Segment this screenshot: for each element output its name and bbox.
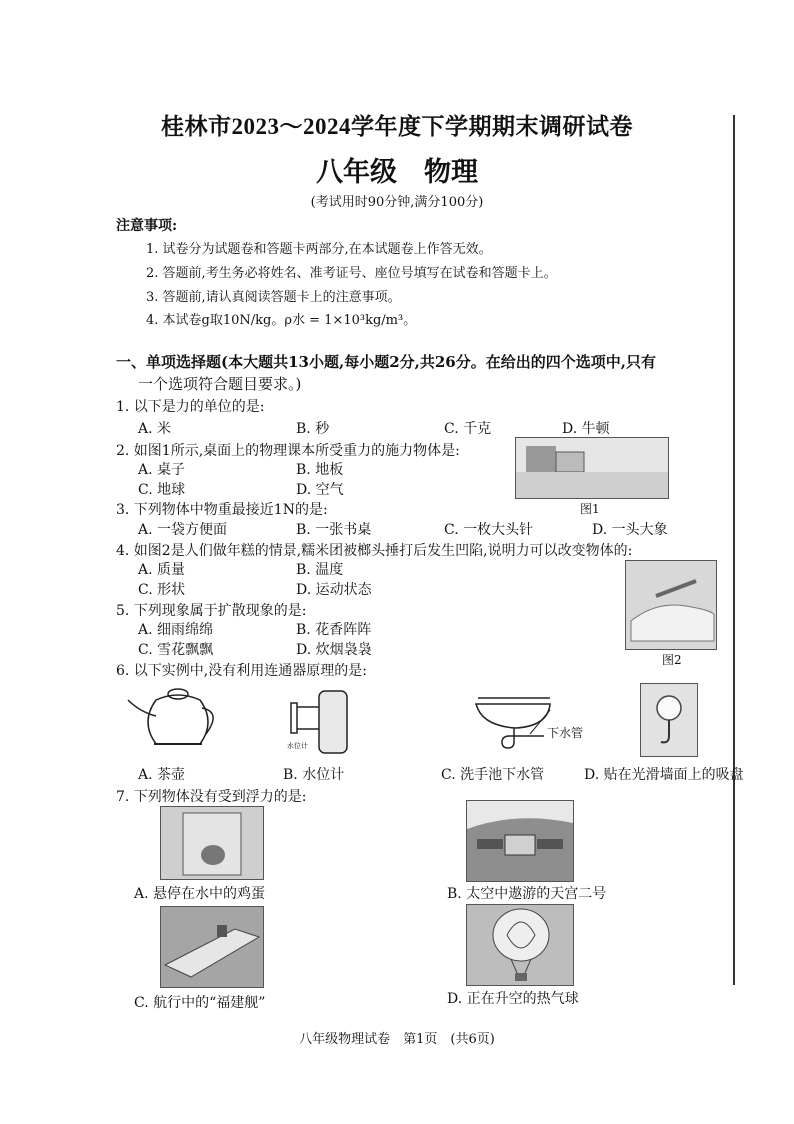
page-edge-line [733, 115, 735, 985]
aircraft-carrier-icon [161, 907, 263, 987]
option: D. 一头大象 [592, 522, 668, 538]
option: B. 秒 [296, 421, 330, 437]
option: A. 细雨绵绵 [138, 622, 214, 638]
figure-2-image [625, 560, 717, 650]
option: A. 桌子 [138, 462, 186, 478]
section-heading: 一、单项选择题(本大题共13小题,每小题2分,共26分。在给出的四个选项中,只有 [116, 353, 656, 371]
option: B. 花香阵阵 [296, 622, 372, 638]
section-heading-cont: 一个选项符合题目要求。) [138, 375, 302, 393]
question-stem: 5. 下列现象属于扩散现象的是: [116, 603, 307, 619]
suction-cup-icon [641, 684, 697, 756]
option: C. 一枚大头针 [444, 522, 534, 538]
question-stem: 4. 如图2是人们做年糕的情景,糯米团被榔头捶打后发生凹陷,说明力可以改变物体的: [116, 543, 633, 559]
option: C. 航行中的“福建舰” [134, 995, 266, 1011]
exam-title: 桂林市2023～2024学年度下学期期末调研试卷 [161, 114, 633, 139]
option: A. 质量 [138, 562, 186, 578]
option: C. 地球 [138, 482, 186, 498]
question-stem: 3. 下列物体中物重最接近1N的是: [116, 502, 328, 518]
note-item: 4. 本试卷g取10N/kg。ρ水 = 1×10³kg/m³。 [146, 313, 417, 328]
water-gauge-label: 水位计 [287, 742, 308, 750]
egg-in-water-icon [161, 807, 263, 879]
figure-1-caption: 图1 [580, 502, 600, 516]
egg-in-water-image [160, 806, 264, 880]
hot-air-balloon-image [466, 904, 574, 986]
option: D. 牛顿 [562, 421, 610, 437]
option: B. 一张书桌 [296, 522, 372, 538]
option: D. 贴在光滑墙面上的吸盘 [584, 767, 744, 783]
question-stem: 1. 以下是力的单位的是: [116, 399, 265, 415]
option: C. 雪花飘飘 [138, 642, 214, 658]
question-stem: 7. 下列物体没有受到浮力的是: [116, 789, 307, 805]
aircraft-carrier-image [160, 906, 264, 988]
space-station-image [466, 800, 574, 882]
option: D. 正在升空的热气球 [447, 991, 579, 1007]
option: D. 运动状态 [296, 582, 372, 598]
figure-2-caption: 图2 [662, 653, 682, 667]
option: A. 一袋方便面 [138, 522, 228, 538]
option: A. 悬停在水中的鸡蛋 [134, 886, 266, 902]
page-footer: 八年级物理试卷 第1页 (共6页) [299, 1032, 495, 1047]
book-on-desk-icon [516, 438, 668, 498]
option: D. 空气 [296, 482, 344, 498]
option: C. 洗手池下水管 [441, 767, 545, 783]
sink-drain-icon [470, 690, 560, 752]
exam-info: (考试用时90分钟,满分100分) [310, 195, 484, 210]
note-item: 1. 试卷分为试题卷和答题卡两部分,在本试题卷上作答无效。 [146, 242, 492, 257]
rice-cake-pounding-icon [626, 561, 716, 649]
exam-subtitle: 八年级 物理 [316, 157, 478, 187]
option: B. 地板 [296, 462, 344, 478]
question-stem: 6. 以下实例中,没有利用连通器原理的是: [116, 663, 367, 679]
note-item: 3. 答题前,请认真阅读答题卡上的注意事项。 [146, 290, 401, 305]
option: B. 温度 [296, 562, 344, 578]
suction-cup-image [640, 683, 698, 757]
teapot-icon [126, 682, 222, 760]
notes-heading: 注意事项: [116, 218, 178, 234]
option: D. 炊烟袅袅 [296, 642, 372, 658]
option: A. 茶壶 [138, 767, 186, 783]
option: B. 水位计 [283, 767, 345, 783]
hot-air-balloon-icon [467, 905, 573, 985]
option: B. 太空中遨游的天宫二号 [447, 886, 607, 902]
option: A. 米 [138, 421, 172, 437]
space-station-icon [467, 801, 573, 881]
note-item: 2. 答题前,考生务必将姓名、准考证号、座位号填写在试卷和答题卡上。 [146, 266, 557, 281]
figure-1-image [515, 437, 669, 499]
drain-pipe-label: 下水管 [547, 726, 584, 740]
question-stem: 2. 如图1所示,桌面上的物理课本所受重力的施力物体是: [116, 443, 460, 459]
option: C. 千克 [444, 421, 492, 437]
option: C. 形状 [138, 582, 186, 598]
